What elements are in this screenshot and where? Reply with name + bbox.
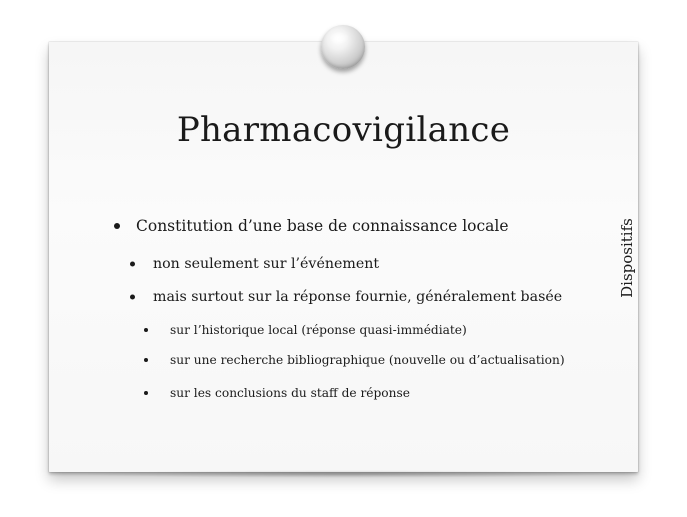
bullet-item xyxy=(170,323,467,337)
bullet-text: non seulement sur l’événement xyxy=(153,256,380,272)
slide-title: Pharmacovigilance xyxy=(176,110,511,150)
bullet-item xyxy=(136,217,509,235)
bullet-item xyxy=(153,256,379,272)
bullet-item xyxy=(170,353,565,367)
bullet-icon xyxy=(114,223,120,229)
bullet-text: sur les conclusions du staff de réponse xyxy=(170,386,410,400)
bullet-item xyxy=(170,386,410,400)
pushpin-icon xyxy=(321,25,365,69)
bullet-icon xyxy=(144,391,148,395)
bullet-icon xyxy=(130,295,135,300)
bullet-text: Constitution d’une base de connaissance locale xyxy=(136,217,509,235)
bullet-item xyxy=(153,289,562,305)
bullet-icon xyxy=(144,328,148,332)
side-label: Dispositifs xyxy=(618,218,636,298)
bullet-text: mais surtout sur la réponse fournie, généralement basée xyxy=(153,289,563,305)
bullet-text: sur une recherche bibliographique (nouvelle ou d’actualisation) xyxy=(170,353,565,367)
bullet-icon xyxy=(144,358,148,362)
bullet-icon xyxy=(130,262,135,267)
bullet-text: sur l’historique local (réponse quasi-immédiate) xyxy=(170,323,467,337)
